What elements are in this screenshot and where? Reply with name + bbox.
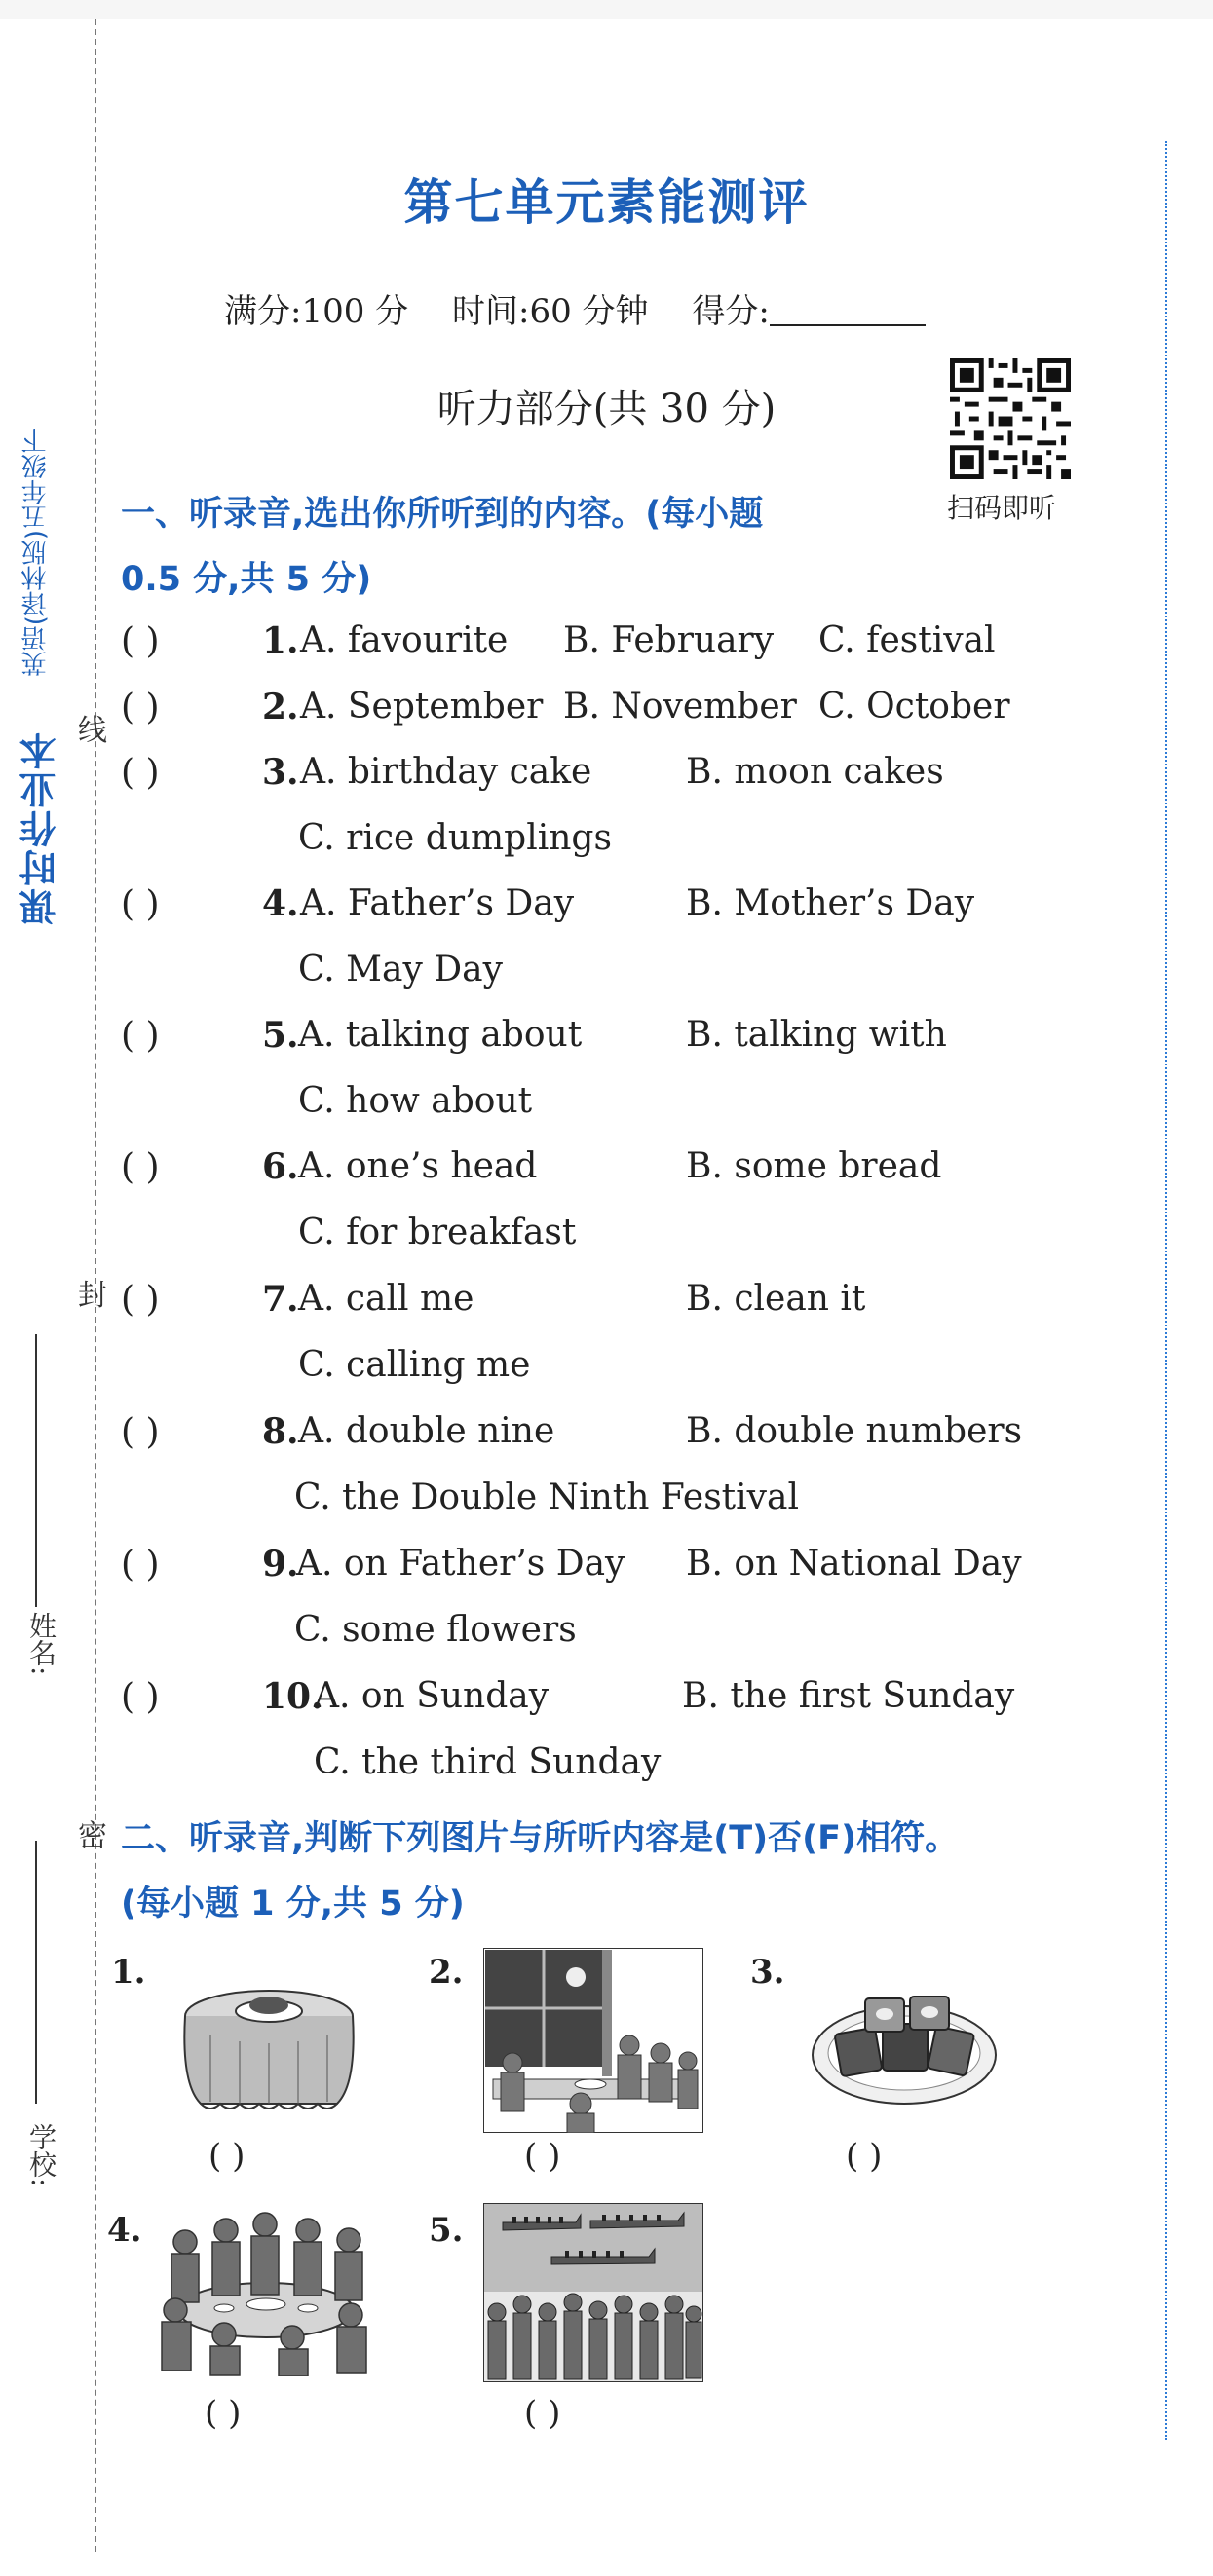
option-a: A. on Father’s Day bbox=[296, 1544, 625, 1584]
name-field-line[interactable] bbox=[35, 1334, 37, 1607]
school-field-label: 学校: bbox=[25, 2123, 57, 2187]
picture-number: 2. bbox=[429, 1953, 464, 1992]
binding-word-feng: 封 bbox=[78, 1279, 107, 1313]
family-around-table-icon bbox=[156, 2203, 376, 2376]
family-dinner-by-window-icon bbox=[483, 1948, 703, 2133]
option-a: A. talking about bbox=[298, 1015, 583, 1055]
question-9 bbox=[121, 1544, 321, 1585]
option-b: B. double numbers bbox=[686, 1411, 1023, 1451]
question-6 bbox=[121, 1146, 321, 1187]
question-2 bbox=[121, 687, 321, 728]
option-b: B. February bbox=[563, 620, 775, 660]
question-number: 4. bbox=[262, 883, 299, 924]
question-number: 10. bbox=[262, 1676, 323, 1717]
page-title: 第七单元素能测评 bbox=[403, 174, 810, 231]
binding-word-xian: 线 bbox=[78, 714, 107, 748]
brand-subtitle-vertical: 英语(译林版)五年级下 bbox=[21, 429, 51, 677]
answer-paren[interactable]: ( ) bbox=[121, 1677, 160, 1717]
option-b: B. Mother’s Day bbox=[686, 883, 975, 923]
full-score: 满分:100 分 bbox=[224, 292, 409, 331]
option-b: B. clean it bbox=[686, 1279, 866, 1319]
question-10 bbox=[121, 1676, 321, 1717]
question-3 bbox=[121, 752, 321, 793]
option-c: C. May Day bbox=[298, 950, 503, 989]
answer-paren[interactable]: ( ) bbox=[121, 621, 160, 661]
question-number: 7. bbox=[262, 1279, 299, 1320]
picture-number: 4. bbox=[107, 2211, 142, 2250]
brand-vertical: 课时作业本 bbox=[19, 730, 62, 925]
answer-paren[interactable]: ( ) bbox=[121, 753, 160, 793]
question-4 bbox=[121, 883, 321, 924]
option-a: A. on Sunday bbox=[314, 1676, 550, 1716]
option-b: B. talking with bbox=[686, 1015, 947, 1055]
option-c: C. the third Sunday bbox=[314, 1742, 662, 1782]
answer-paren[interactable]: ( ) bbox=[121, 1147, 160, 1187]
section1-title-line2: 0.5 分,共 5 分) bbox=[121, 560, 372, 599]
qr-label: 扫码即听 bbox=[947, 492, 1057, 524]
section2-title-line1: 二、听录音,判断下列图片与所听内容是(T)否(F)相符。 bbox=[121, 1819, 960, 1858]
answer-paren[interactable]: ( ) bbox=[121, 884, 160, 924]
answer-paren[interactable]: ( ) bbox=[846, 2137, 883, 2176]
dragon-boat-race-icon bbox=[483, 2203, 703, 2382]
option-a: A. September bbox=[300, 687, 544, 727]
answer-paren[interactable]: ( ) bbox=[524, 2394, 561, 2433]
option-a: A. favourite bbox=[300, 620, 509, 660]
option-a: A. one’s head bbox=[298, 1146, 538, 1186]
time-limit: 时间:60 分钟 bbox=[451, 292, 649, 331]
answer-paren[interactable]: ( ) bbox=[121, 1545, 160, 1585]
option-c: C. calling me bbox=[298, 1345, 531, 1385]
option-c: C. festival bbox=[818, 620, 996, 660]
question-number: 8. bbox=[262, 1411, 299, 1452]
question-number: 9. bbox=[262, 1544, 299, 1585]
answer-paren[interactable]: ( ) bbox=[524, 2137, 561, 2176]
option-b: B. moon cakes bbox=[686, 752, 944, 792]
margin-line bbox=[1165, 141, 1167, 2440]
table-with-dish-icon bbox=[181, 1977, 357, 2123]
question-8 bbox=[121, 1411, 321, 1452]
option-a: A. double nine bbox=[298, 1411, 555, 1451]
question-number: 5. bbox=[262, 1015, 299, 1056]
picture-number: 3. bbox=[750, 1953, 785, 1992]
option-a: A. Father’s Day bbox=[300, 883, 575, 923]
answer-paren[interactable]: ( ) bbox=[205, 2394, 242, 2433]
name-field-label: 姓名: bbox=[25, 1612, 57, 1676]
answer-paren[interactable]: ( ) bbox=[121, 1412, 160, 1452]
question-7 bbox=[121, 1279, 321, 1320]
part-title-text: 听力部分 bbox=[436, 387, 593, 431]
picture-number: 1. bbox=[111, 1953, 146, 1992]
option-c: C. the Double Ninth Festival bbox=[294, 1477, 799, 1517]
option-b: B. the first Sunday bbox=[682, 1676, 1015, 1716]
question-5 bbox=[121, 1015, 321, 1056]
option-c: C. some flowers bbox=[294, 1610, 577, 1650]
school-field-line[interactable] bbox=[35, 1841, 37, 2104]
score-blank[interactable] bbox=[770, 295, 926, 326]
question-number: 3. bbox=[262, 752, 299, 793]
section1-title-line1: 一、听录音,选出你所听到的内容。(每小题 bbox=[121, 495, 764, 534]
option-c: C. for breakfast bbox=[298, 1213, 577, 1252]
score-label: 得分: bbox=[692, 292, 770, 331]
answer-paren[interactable]: ( ) bbox=[121, 1280, 160, 1320]
answer-paren[interactable]: ( ) bbox=[208, 2137, 246, 2176]
option-a: A. birthday cake bbox=[300, 752, 592, 792]
qr-code-icon[interactable] bbox=[950, 358, 1071, 479]
section2-title-line2: (每小题 1 分,共 5 分) bbox=[121, 1885, 465, 1923]
option-c: C. rice dumplings bbox=[298, 818, 612, 858]
option-b: B. November bbox=[563, 687, 797, 727]
exam-meta bbox=[224, 284, 959, 332]
part-points: (共 30 分) bbox=[592, 387, 777, 431]
option-c: C. how about bbox=[298, 1081, 533, 1121]
option-c: C. October bbox=[818, 687, 1010, 727]
option-b: B. on National Day bbox=[686, 1544, 1022, 1584]
question-number: 1. bbox=[262, 620, 299, 661]
option-b: B. some bread bbox=[686, 1146, 942, 1186]
picture-number: 5. bbox=[429, 2211, 464, 2250]
option-a: A. call me bbox=[298, 1279, 474, 1319]
plate-of-rice-dumplings-icon bbox=[809, 1977, 1000, 2113]
binding-word-mi: 密 bbox=[78, 1819, 107, 1853]
question-number: 6. bbox=[262, 1146, 299, 1187]
answer-paren[interactable]: ( ) bbox=[121, 1016, 160, 1056]
question-number: 2. bbox=[262, 687, 299, 728]
answer-paren[interactable]: ( ) bbox=[121, 688, 160, 728]
question-1 bbox=[121, 620, 321, 661]
